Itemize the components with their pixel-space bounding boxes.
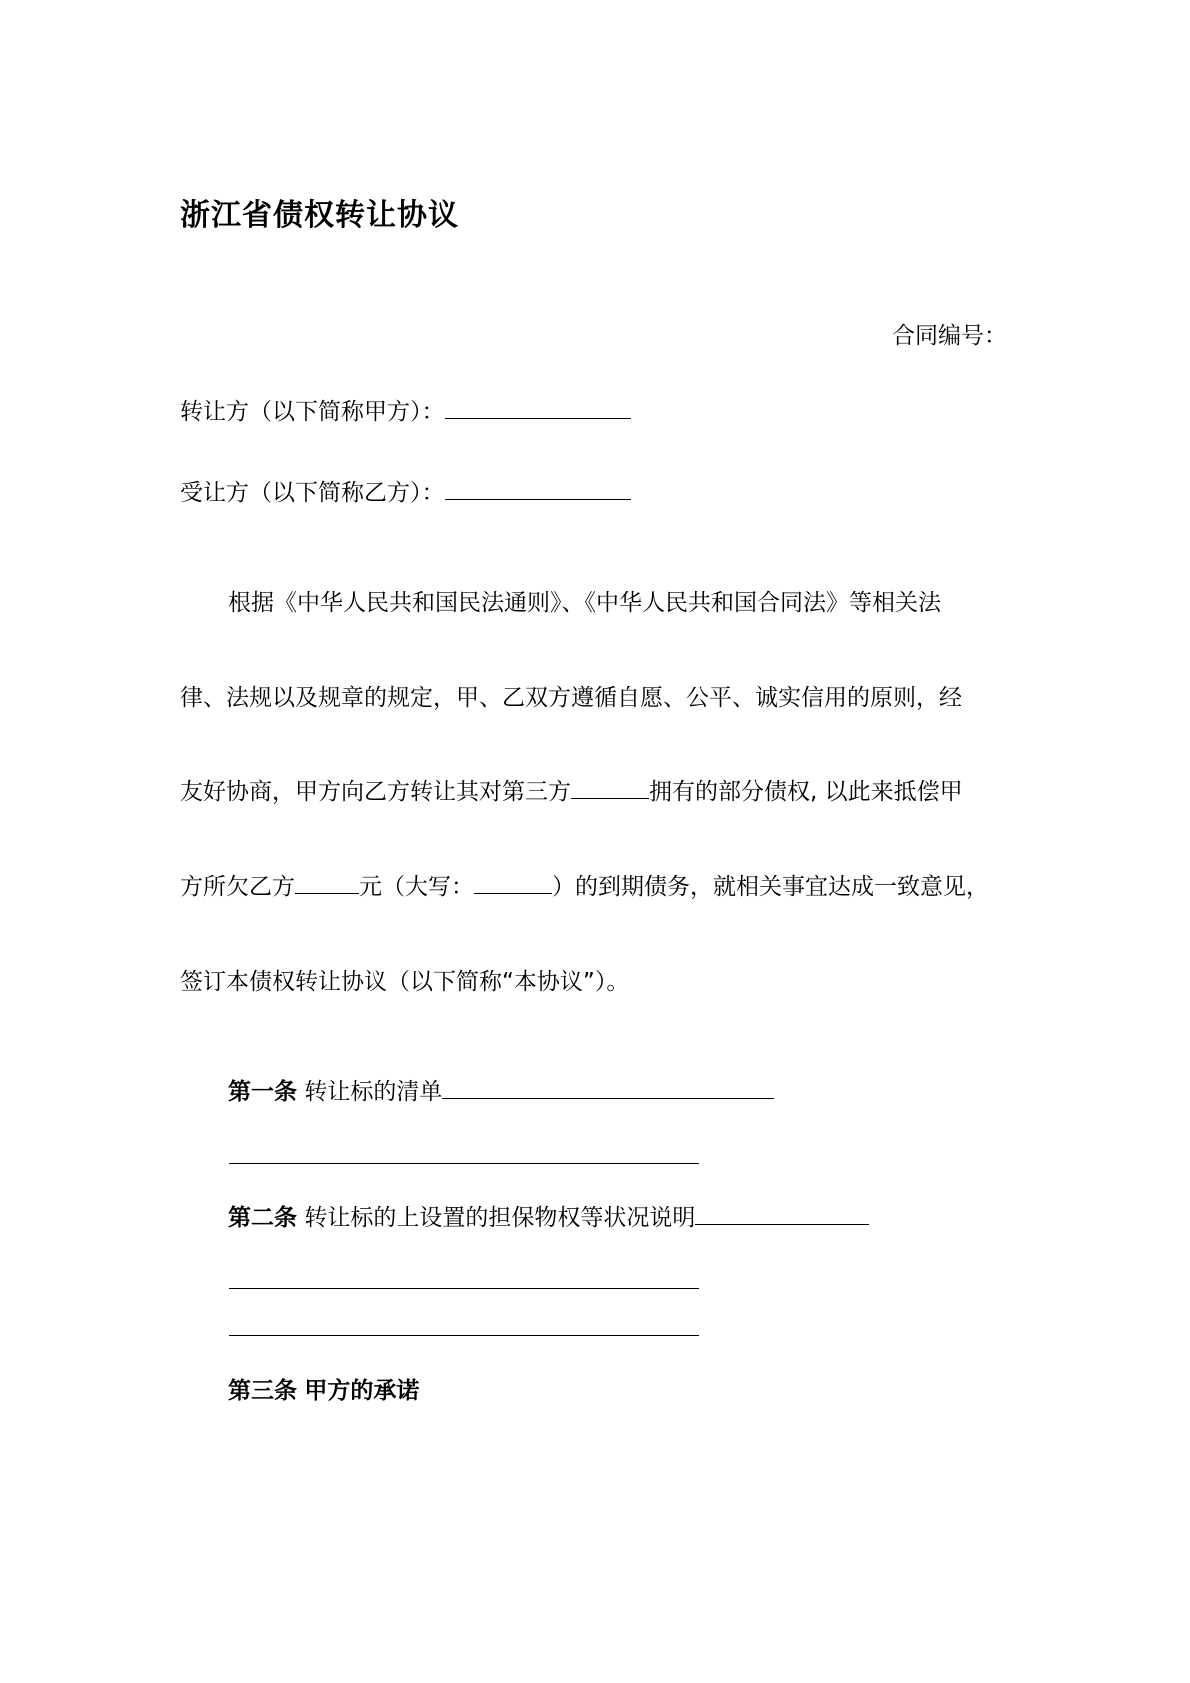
- paragraph-line-2: 律、法规以及规章的规定，甲、乙双方遵循自愿、公平、诚实信用的原则，经: [180, 685, 962, 711]
- article-2-continuation-blank-2[interactable]: [229, 1335, 699, 1336]
- article-3: [228, 1372, 419, 1405]
- paragraph-line-3: [180, 773, 963, 806]
- article-1: [228, 1073, 774, 1106]
- article-2-continuation-blank-1[interactable]: [229, 1288, 699, 1289]
- amount-blank[interactable]: [295, 871, 359, 894]
- paragraph-line-3-part-b: 拥有的部分债权, 以此来抵偿甲: [649, 779, 963, 805]
- transferee-blank[interactable]: [445, 477, 631, 500]
- paragraph-line-1: 根据《中华人民共和国民法通则》、《中华人民共和国合同法》等相关法: [228, 590, 941, 616]
- article-2-text: 转让标的上设置的担保物权等状况说明: [304, 1205, 696, 1231]
- paragraph-line-4-part-b: 元（大写：: [359, 874, 474, 900]
- article-2-blank[interactable]: [695, 1202, 869, 1225]
- article-2: [228, 1199, 869, 1232]
- article-1-blank[interactable]: [442, 1076, 774, 1099]
- amount-capital-blank[interactable]: [474, 871, 552, 894]
- document-title: 浙江省债权转让协议: [180, 198, 459, 233]
- article-3-heading: 第三条: [228, 1378, 297, 1404]
- article-1-continuation-blank[interactable]: [229, 1163, 699, 1164]
- transferor-blank[interactable]: [445, 396, 631, 419]
- article-1-heading: 第一条: [228, 1079, 297, 1105]
- transferor-line: [180, 393, 631, 426]
- transferee-line: [180, 474, 631, 507]
- paragraph-line-4: [180, 868, 989, 901]
- article-2-heading: 第二条: [228, 1205, 297, 1231]
- paragraph-line-3-part-a: 友好协商，甲方向乙方转让其对第三方: [180, 779, 571, 805]
- paragraph-line-5: 签订本债权转让协议（以下简称“本协议”）。: [180, 969, 630, 995]
- transferor-label: 转让方（以下简称甲方）：: [180, 399, 445, 425]
- third-party-blank[interactable]: [571, 776, 649, 799]
- transferee-label: 受让方（以下简称乙方）：: [180, 480, 445, 506]
- article-3-text: 甲方的承诺: [304, 1378, 420, 1404]
- paragraph-line-4-part-c: ）的到期债务，就相关事宜达成一致意见，: [552, 874, 989, 900]
- contract-number-label: 合同编号：: [892, 323, 1007, 349]
- article-1-text: 转让标的清单: [304, 1079, 443, 1105]
- paragraph-line-4-part-a: 方所欠乙方: [180, 874, 295, 900]
